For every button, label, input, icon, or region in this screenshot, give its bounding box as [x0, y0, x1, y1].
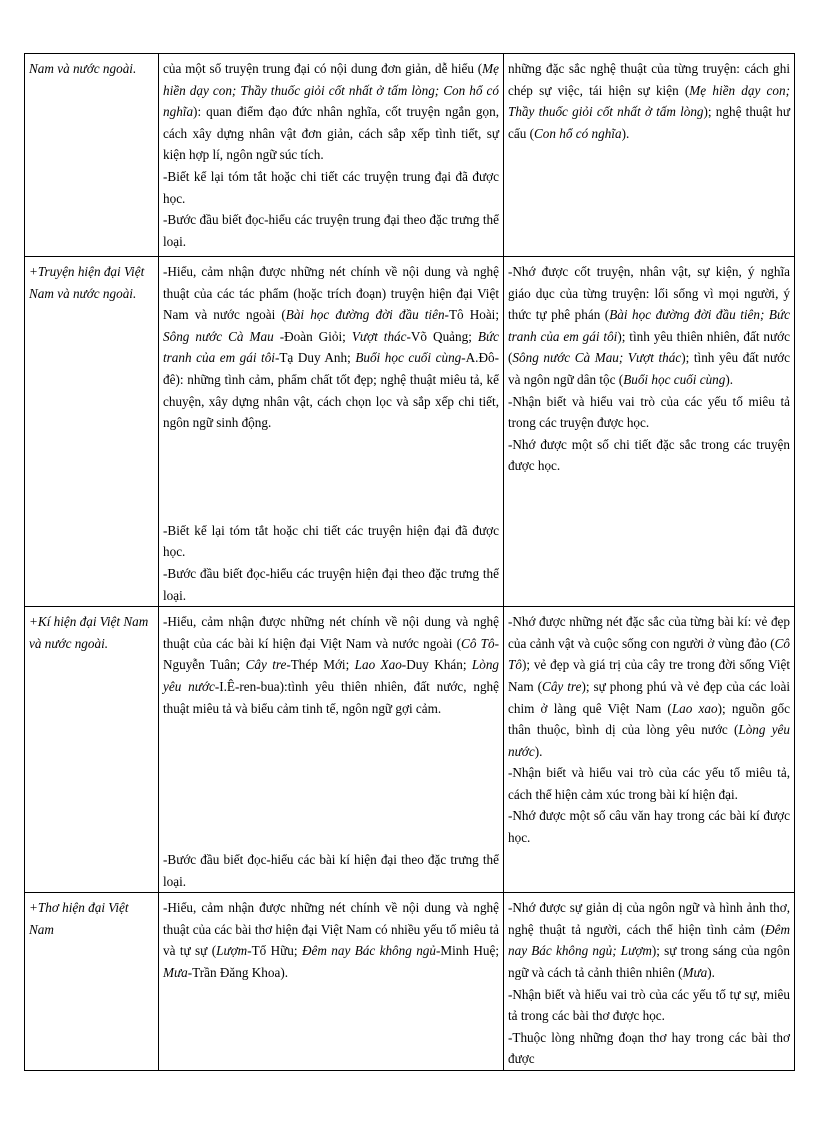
text-run: ); nghệ thuật hư cấu (	[508, 104, 790, 141]
text-run: ); nguồn gốc thân thuộc, bình dị của lòng yêu nước (	[508, 700, 791, 738]
paragraph	[163, 209, 499, 252]
notes-cell	[504, 257, 795, 607]
text-run: -Bước đầu biết đọc-hiểu các bài kí hiện đại theo đặc trưng thể loại.	[163, 852, 499, 889]
category-cell	[25, 893, 159, 1071]
text-run: ); tình yêu đất nước và ngôn ngữ dân tộc (	[508, 350, 790, 387]
italic-title: Mẹ hiền dạy con; Thầy thuốc giỏi cốt nhất ở tấm lòng; Con hổ có nghĩa	[163, 61, 499, 120]
text-run: ): quan điểm đạo đức nhân nghĩa, cốt truyện ngắn gọn, cách xây dựng nhân vật đơn giản, cách sắp xếp tình tiết, sự kiện hợp lí, ngôn ngữ súc tích.	[163, 104, 499, 163]
paragraph	[508, 261, 790, 391]
paragraph	[163, 166, 499, 209]
table-row	[25, 893, 795, 1071]
text-run: -Đoàn Giỏi;	[273, 328, 352, 344]
italic-title: Cô Tô	[461, 635, 495, 651]
text-run: -Nhớ được một số chi tiết đặc sắc trong các truyện được học.	[508, 436, 790, 474]
italic-title: Bài học đường đời đầu tiên; Bức tranh của em gái tôi	[508, 307, 790, 344]
category-cell	[25, 257, 159, 607]
table-row	[25, 607, 795, 893]
text-run: -Biết kể lại tóm tắt hoặc chi tiết các truyện hiện đại đã được học.	[163, 522, 499, 560]
text-run: -Duy Khán;	[401, 657, 472, 673]
text-run: -I.Ê-ren-bua):tình yêu thiên nhiên, đất nước, nghệ thuật miêu tả và biểu cảm tinh tế, ngôn ngữ gợi cảm.	[163, 678, 499, 716]
paragraph	[508, 762, 790, 805]
italic-title: Mẹ hiền dạy con; Thầy thuốc giỏi cốt nhất ở tấm lòng	[508, 82, 790, 120]
spacer	[163, 719, 499, 849]
curriculum-table	[24, 53, 795, 1071]
category-cell	[25, 607, 159, 893]
text-run: -Nhớ được cốt truyện, nhân vật, sự kiện, ý nghĩa giáo dục của từng truyện: lối sống vì mọi người, ý thức tự phê phán (	[508, 264, 790, 323]
text-run: ); sự trong sáng của ngôn ngữ và cách tả cảnh thiên nhiên (	[508, 943, 790, 981]
italic-title: Lao Xao	[354, 657, 402, 673]
notes-cell	[504, 893, 795, 1071]
paragraph	[163, 520, 499, 563]
text-run: -Nhận biết và hiểu vai trò của các yếu tố miêu tả, cách thể hiện cảm xúc trong bài kí hiện đại.	[508, 765, 790, 802]
requirements-cell	[159, 54, 504, 257]
italic-title: Lượm	[216, 943, 248, 959]
paragraph	[508, 805, 790, 848]
paragraph	[163, 261, 499, 434]
text-run: của một số truyện trung đại có nội dung đơn giản, dễ hiểu (	[163, 61, 483, 76]
italic-title: Sông nước Cà Mau; Vượt thác	[512, 350, 682, 366]
requirements-cell	[159, 607, 504, 893]
text-run: ); vẻ đẹp và giá trị của cây tre trong đời sống Việt Nam (	[508, 657, 790, 694]
text-run: -Nhận biết và hiểu vai trò của các yếu tố miêu tả trong các truyện được học.	[508, 393, 790, 431]
text-run: ).	[534, 743, 543, 759]
text-run: -Tố Hữu;	[247, 943, 302, 959]
text-run: -Trần Đăng Khoa).	[187, 965, 289, 981]
text-run: ).	[725, 371, 734, 387]
paragraph	[508, 1027, 790, 1070]
text-run: -Hiểu, cảm nhận được những nét chính về nội dung và nghệ thuật của các bài thơ hiện đại Việt Nam có nhiều yếu tố miêu tả và tự sự (	[163, 900, 499, 959]
italic-title: Bài học đường đời đầu tiên	[285, 307, 445, 323]
paragraph	[508, 434, 790, 477]
requirements-cell	[159, 257, 504, 607]
text-run: ); tình yêu thiên nhiên, đất nước (	[508, 328, 790, 366]
text-run: -Thép Mới;	[286, 657, 355, 673]
category-label: +Kí hiện đại Việt Nam và nước ngoài.	[29, 614, 149, 651]
text-run: -Nhớ được một số câu văn hay trong các bài kí được học.	[508, 808, 790, 846]
italic-title: Sông nước Cà Mau	[163, 328, 274, 344]
category-cell	[25, 54, 159, 257]
paragraph	[163, 563, 499, 606]
paragraph	[508, 611, 790, 762]
italic-title: Buổi học cuối cùng	[623, 371, 726, 387]
paragraph	[163, 58, 499, 166]
italic-title: Buổi học cuối cùng	[355, 350, 462, 366]
text-run: -Nhận biết và hiểu vai trò của các yếu tố tự sự, miêu tả trong các bài thơ được học.	[508, 986, 790, 1024]
italic-title: Vượt thác	[351, 328, 407, 344]
italic-title: Cây tre	[245, 657, 287, 673]
text-run: ).	[621, 125, 630, 141]
text-run: những đặc sắc nghệ thuật của từng truyện: cách ghi chép sự việc, tái hiện sự kiện (	[508, 61, 790, 98]
text-run: -Tạ Duy Anh;	[274, 350, 356, 366]
paragraph	[508, 897, 790, 983]
notes-cell	[504, 607, 795, 893]
category-label: Nam và nước ngoài.	[29, 61, 137, 76]
text-run: -Võ Quảng;	[406, 328, 478, 344]
italic-title: Mưa	[682, 965, 708, 981]
text-run: -Nguyễn Tuân;	[163, 635, 499, 673]
paragraph	[508, 984, 790, 1027]
italic-title: Con hổ có nghĩa	[534, 125, 622, 141]
text-run: -Thuộc lòng những đoạn thơ hay trong các bài thơ được	[508, 1029, 790, 1067]
italic-title: Đêm nay Bác không ngủ; Lượm	[508, 921, 790, 959]
text-run: ).	[707, 965, 715, 981]
italic-title: Mưa	[163, 965, 188, 981]
italic-title: Lao xao	[671, 700, 718, 716]
paragraph	[163, 611, 499, 719]
text-run: -Minh Huệ;	[436, 943, 499, 959]
requirements-cell	[159, 893, 504, 1071]
paragraph	[508, 391, 790, 434]
paragraph	[508, 58, 790, 144]
text-run: -Hiểu, cảm nhận được những nét chính về nội dung và nghệ thuật của các bài kí hiện đại Việt Nam và nước ngoài (	[163, 614, 499, 651]
italic-title: Cô Tô	[508, 635, 790, 673]
italic-title: Lòng yêu nước	[508, 722, 790, 759]
category-label: +Thơ hiện đại Việt Nam	[29, 900, 129, 937]
italic-title: Đêm nay Bác không ngủ	[301, 943, 436, 959]
italic-title: Lòng yêu nước	[163, 657, 500, 694]
text-run: ); sự phong phú và vẻ đẹp của các loài chim ở làng quê Việt Nam (	[508, 678, 791, 716]
notes-cell	[504, 54, 795, 257]
category-label: +Truyện hiện đại Việt Nam và nước ngoài.	[29, 264, 145, 301]
text-run: -Nhớ được sự giản dị của ngôn ngữ và hình ảnh thơ, nghệ thuật tả người, cách thể hiện tình cảm (	[508, 900, 790, 937]
italic-title: Cây tre	[542, 678, 582, 694]
text-run: -Bước đầu biết đọc-hiểu các truyện trung đại theo đặc trưng thể loại.	[163, 212, 499, 249]
italic-title: Bức tranh của em gái tôi	[163, 328, 499, 366]
paragraph	[163, 897, 499, 983]
text-run: -A.Đô-đê): những tình cảm, phẩm chất tốt đẹp; nghệ thuật miêu tả, kể chuyện, xây dựng nhân vật, cách chọn lọc và sắp xếp chi tiết, ngôn ngữ sinh động.	[163, 350, 499, 431]
table-row	[25, 257, 795, 607]
table-row	[25, 54, 795, 257]
text-run: -Nhớ được những nét đặc sắc của từng bài kí: vẻ đẹp của cảnh vật và cuộc sống con người ở vùng đảo (	[508, 614, 790, 651]
text-run: -Hiểu, cảm nhận được những nét chính về nội dung và nghệ thuật của các tác phẩm (hoặc trích đoạn) truyện hiện đại Việt Nam và nước ngoài (	[163, 264, 499, 323]
text-run: -Tô Hoài;	[444, 307, 499, 323]
text-run: -Biết kể lại tóm tắt hoặc chi tiết các truyện trung đại đã được học.	[163, 168, 499, 206]
paragraph	[163, 849, 499, 892]
text-run: -Bước đầu biết đọc-hiểu các truyện hiện đại theo đặc trưng thể loại.	[163, 565, 499, 603]
spacer	[163, 434, 499, 520]
